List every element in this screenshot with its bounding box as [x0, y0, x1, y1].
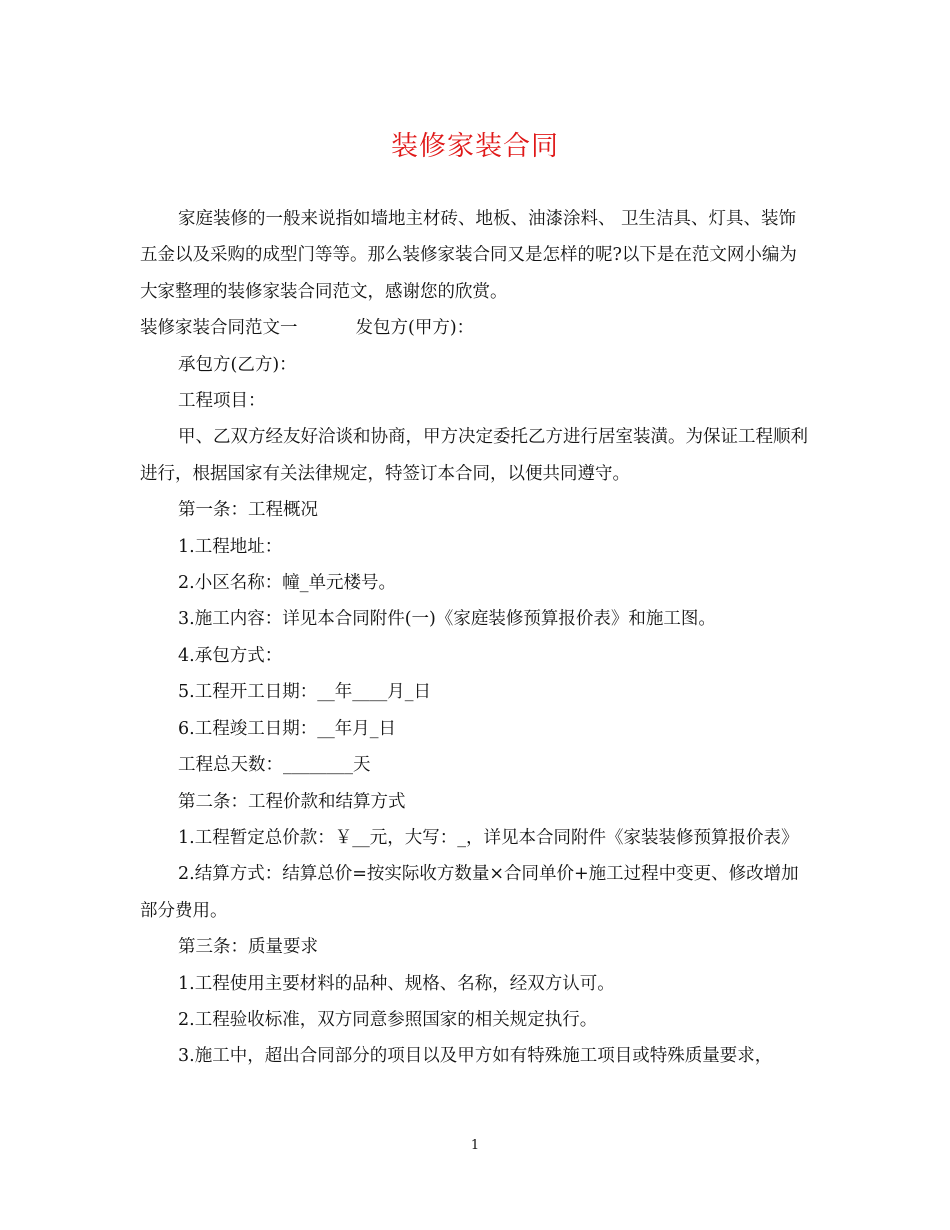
clause-2-2: 2.结算方式：结算总价=按实际收方数量×合同单价+施工过程中变更、修改增加部分费用。 [140, 864, 799, 921]
clause-1-5: 5.工程开工日期：__年____月_日 [178, 682, 431, 703]
contract-header-line [140, 310, 812, 346]
article-2-heading: 第二条：工程价款和结算方式 [178, 791, 406, 812]
intro-paragraph: 家庭装修的一般来说指如墙地主材砖、地板、油漆涂料、 卫生洁具、灯具、装饰五金以及采购的成型门等等。那么装修家装合同又是怎样的呢?以下是在范文网小编为大家整理的装修家装合同范文，感谢您的欣赏。 [140, 209, 797, 302]
clause-1-2: 2.小区名称：幢_单元楼号。 [178, 573, 396, 594]
contractor-label: 承包方(乙方)： [178, 354, 297, 375]
project-label: 工程项目： [178, 391, 266, 412]
clause-1-4: 4.承包方式： [178, 645, 283, 666]
clause-1-6: 6.工程竣工日期：__年月_日 [178, 718, 396, 739]
clause-3-1: 1.工程使用主要材料的品种、规格、名称，经双方认可。 [178, 973, 615, 994]
clause-2-1: 1.工程暂定总价款：￥__元，大写：_，详见本合同附件《家装装修预算报价表》 [178, 827, 799, 848]
article-1-heading: 第一条：工程概况 [178, 500, 318, 521]
total-days-line: 工程总天数：________天 [178, 755, 371, 776]
document-title: 装修家装合同 [391, 131, 559, 162]
clause-1-1: 1.工程地址： [178, 536, 283, 557]
sample-heading: 装修家装合同范文一 [140, 318, 298, 339]
document-body [140, 201, 812, 1075]
article-3-heading: 第三条：质量要求 [178, 937, 318, 958]
clause-3-3: 3.施工中，超出合同部分的项目以及甲方如有特殊施工项目或特殊质量要求， [178, 1046, 773, 1067]
employer-label: 发包方(甲方)： [355, 318, 475, 339]
clause-3-2: 2.工程验收标准，双方同意参照国家的相关规定执行。 [178, 1009, 598, 1030]
agreement-paragraph: 甲、乙双方经友好洽谈和协商，甲方决定委托乙方进行居室装潢。为保证工程顺利进行，根据国家有关法律规定，特签订本合同，以便共同遵守。 [140, 427, 808, 484]
clause-1-3: 3.施工内容：详见本合同附件(一)《家庭装修预算报价表》和施工图。 [178, 609, 716, 630]
page-number: 1 [470, 1138, 480, 1153]
